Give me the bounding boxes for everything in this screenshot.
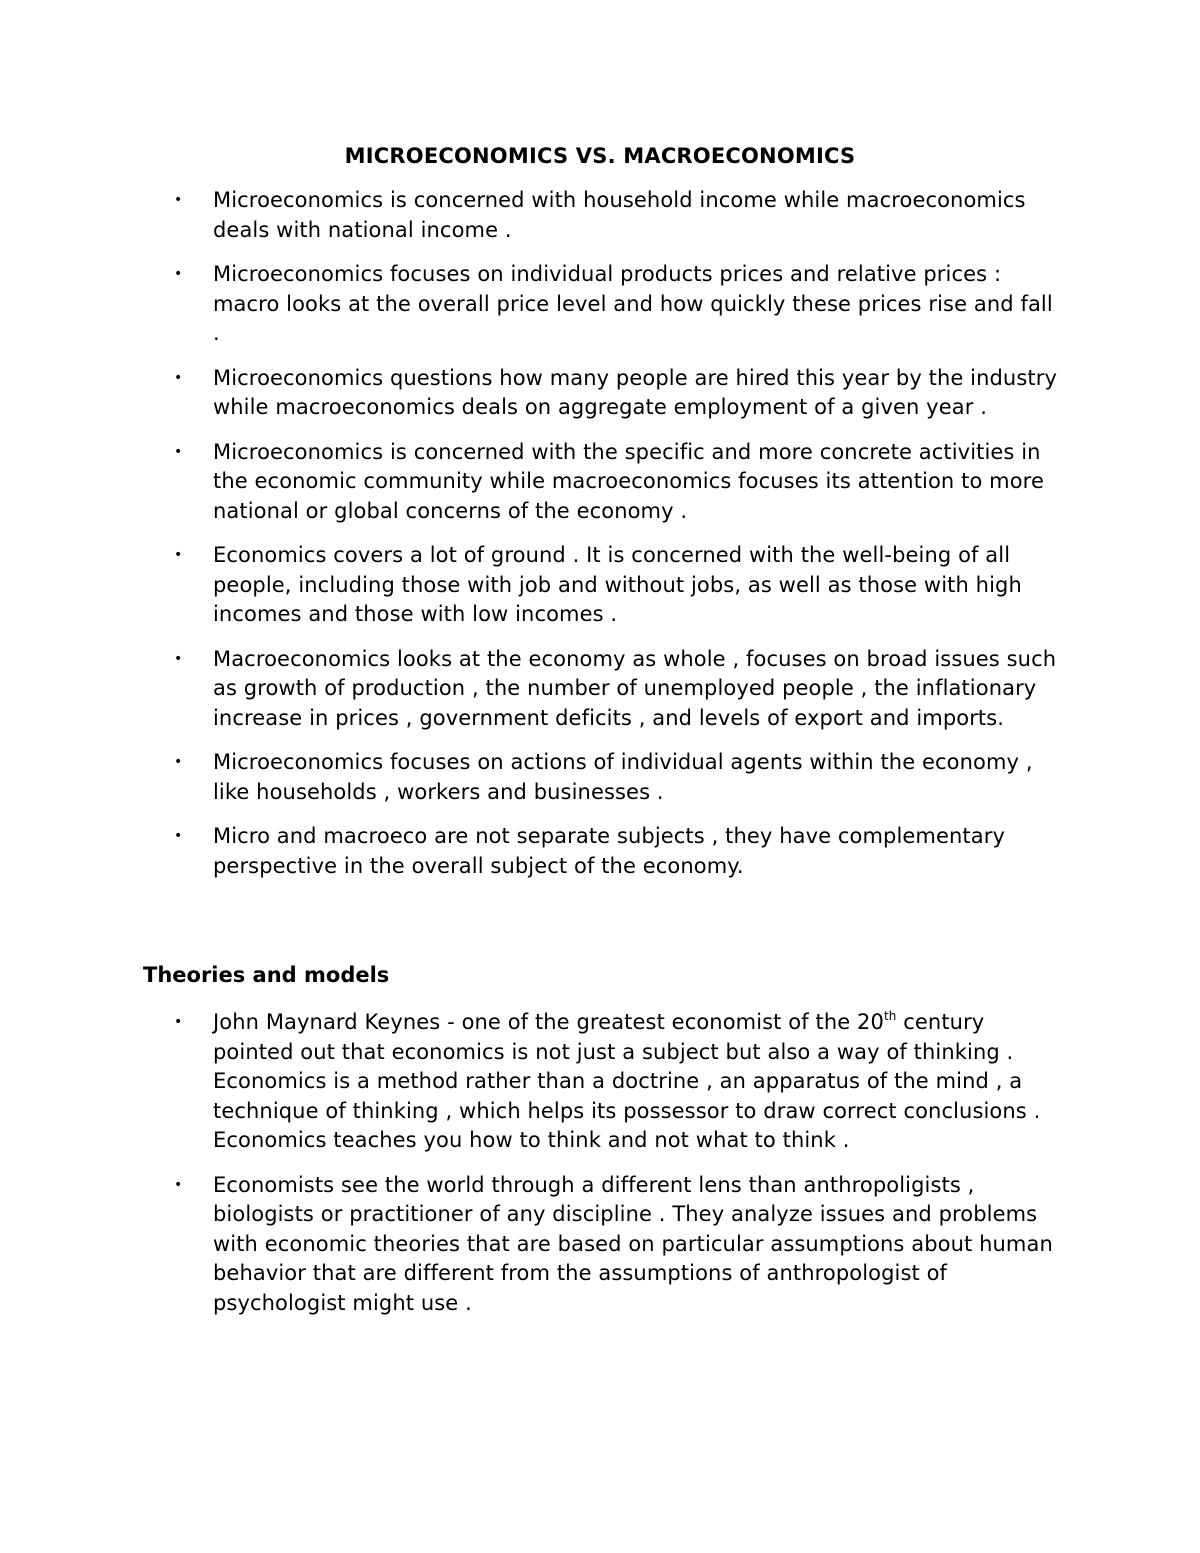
bullet-icon: • <box>174 369 183 386</box>
list-item <box>0 822 1063 881</box>
section-heading: Theories and models <box>143 963 390 987</box>
bullet-icon: • <box>174 443 183 460</box>
list-item <box>0 748 1063 807</box>
list-item <box>0 438 1063 527</box>
list-item-text: Microeconomics is concerned with household income while macroeconomics deals with national income . <box>213 188 1026 242</box>
list-item <box>0 645 1063 734</box>
bullet-icon: • <box>174 1176 183 1193</box>
list-item <box>0 1008 1063 1156</box>
list-item <box>0 364 1063 423</box>
list-item <box>0 541 1063 630</box>
bullet-icon: • <box>174 828 183 844</box>
theories-list <box>0 1008 1063 1333</box>
list-item-text: Microeconomics is concerned with the specific and more concrete activities in the economic community while macroeconomics focuses its attention to more national or global concerns of the economy . <box>213 439 1044 523</box>
bullet-icon: • <box>174 266 183 282</box>
keynes-text-end: century pointed out that economics is not just a subject but also a way of thinking . Economics is a method rather than a doctrine , an apparatus of the mind , a technique of thinking , which helps its possessor to draw correct conclusions . Economics teaches you how to think and not what to think . <box>213 1010 1041 1152</box>
document-title: MICROECONOMICS VS. MACROECONOMICS <box>344 144 856 168</box>
keynes-text-start: John Maynard Keynes - one of the greatest economist of the 20 <box>213 1010 884 1034</box>
list-item-text: Micro and macroeco are not separate subjects , they have complementary perspective in the overall subject of the economy. <box>213 824 1005 878</box>
list-item-text: Microeconomics focuses on actions of individual agents within the economy , like households , workers and businesses . <box>213 750 1033 804</box>
bullet-icon: • <box>174 192 183 208</box>
bullet-icon: • <box>174 754 183 770</box>
comparison-list <box>0 186 1063 896</box>
bullet-icon: • <box>174 547 183 563</box>
list-item-text: Microeconomics focuses on individual products prices and relative prices : macro looks at the overall price level and how quickly these prices rise and fall . <box>213 262 1053 345</box>
ordinal-suffix: th <box>883 1009 897 1023</box>
list-item-text <box>213 1010 1040 1152</box>
list-item-text: Macroeconomics looks at the economy as whole , focuses on broad issues such as growth of production , the number of unemployed people , the inflationary increase in prices , government deficits , and levels of export and imports. <box>213 646 1057 730</box>
list-item-text: Microeconomics questions how many people are hired this year by the industry while macroeconomics deals on aggregate employment of a given year . <box>213 365 1057 419</box>
bullet-icon: • <box>174 650 183 667</box>
list-item <box>0 1171 1063 1319</box>
list-item <box>0 186 1063 245</box>
list-item-text: Economists see the world through a different lens than anthropoligists , biologists or practitioner of any discipline . They analyze issues and problems with economic theories that are based on particular assumptions about human behavior that are different from the assumptions of anthropologist of psychologist might use . <box>213 1172 1053 1315</box>
bullet-icon: • <box>174 1014 183 1030</box>
list-item-text: Economics covers a lot of ground . It is concerned with the well-being of all people, including those with job and without jobs, as well as those with high incomes and those with low incomes . <box>213 543 1022 626</box>
list-item <box>0 260 1063 349</box>
